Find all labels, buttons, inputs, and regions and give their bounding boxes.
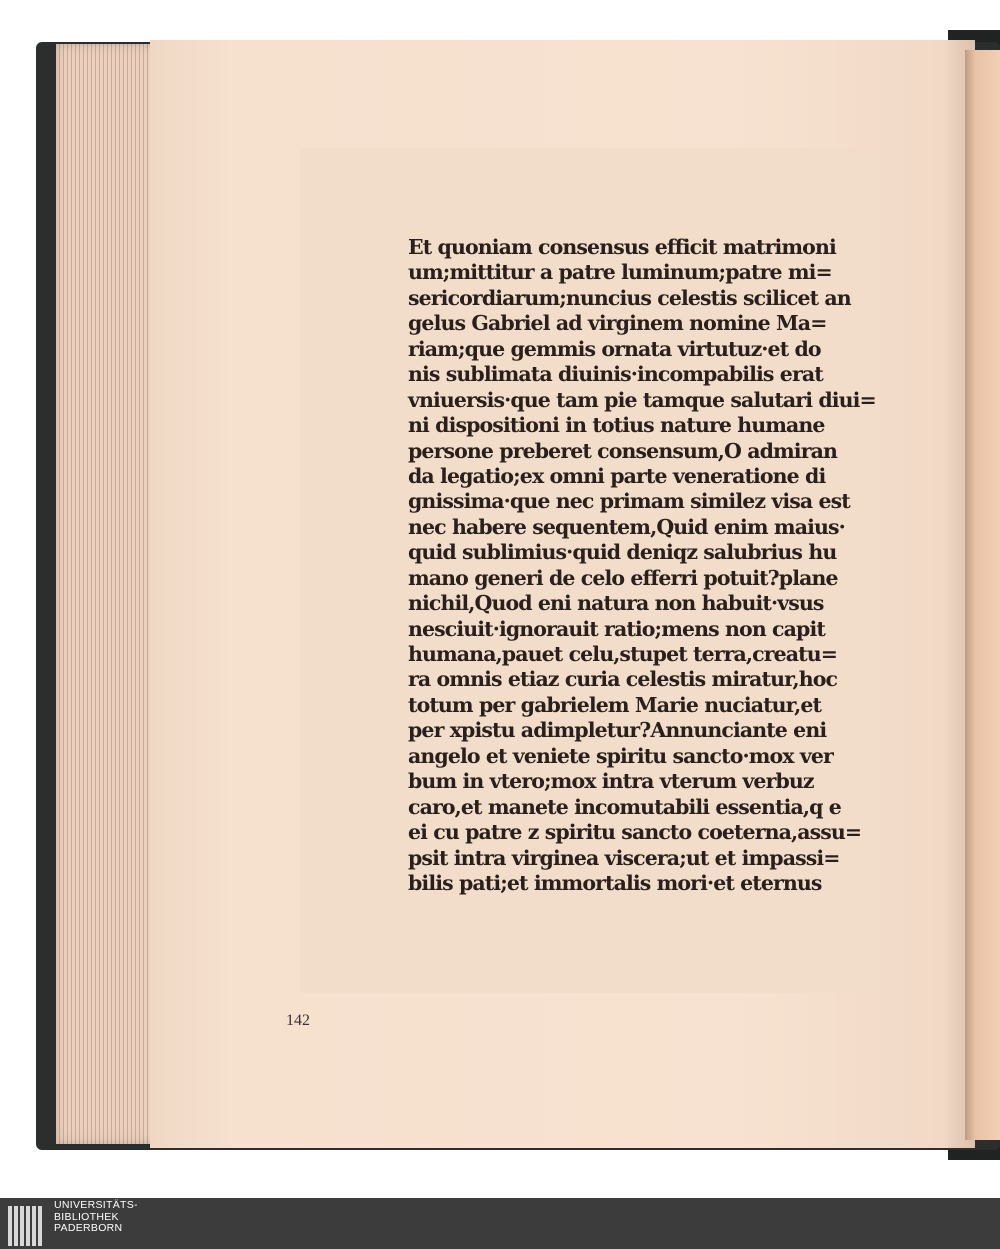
- text-line: Et quoniam consensus efficit matrimoni: [408, 235, 836, 259]
- library-name-line1: UNIVERSITÄTS-: [54, 1199, 138, 1211]
- text-line: da legatio;ex omni parte veneratione di: [408, 463, 826, 488]
- page-number: 142: [286, 1012, 310, 1029]
- text-line: nec habere sequentem,Quid enim maius·: [408, 514, 845, 539]
- blackletter-text-block: [408, 235, 876, 896]
- library-name: [54, 1200, 138, 1235]
- text-line: bum in vtero;mox intra vterum verbuz: [408, 769, 814, 794]
- text-line: psit intra virginea viscera;ut et impassi=: [408, 845, 840, 870]
- text-line: quid sublimius·quid deniqz salubrius hu: [408, 540, 837, 565]
- text-line: ra omnis etiaz curia celestis miratur,hoc: [408, 667, 838, 692]
- text-line: ni dispositioni in totius nature humane: [408, 413, 825, 438]
- text-line: gnissima·que nec primam similez visa est: [408, 489, 850, 514]
- text-line: vniuersis·que tam pie tamque salutari diui=: [408, 387, 876, 412]
- text-line: caro,et manete incomutabili essentia,q e: [408, 794, 841, 819]
- text-line: humana,pauet celu,stupet terra,creatu=: [408, 642, 838, 666]
- text-line: gelus Gabriel ad virginem nomine Ma=: [408, 311, 827, 336]
- text-line: nichil,Quod eni natura non habuit·vsus: [408, 591, 824, 616]
- text-line: totum per gabrielem Marie nuciatur,et: [408, 692, 822, 717]
- library-name-line3: PADERBORN: [54, 1222, 123, 1234]
- text-line: mano generi de celo efferri potuit?plane: [408, 565, 838, 590]
- facing-page-edge: [965, 50, 1000, 1140]
- text-line: persone preberet consensum,O admiran: [408, 438, 837, 463]
- text-line: riam;que gemmis ornata virtutuz·et do: [408, 336, 821, 361]
- text-line: bilis pati;et immortalis mori·et eternus: [408, 870, 822, 895]
- text-line: per xpistu adimpletur?Annunciante eni: [408, 718, 827, 743]
- text-line: um;mittitur a patre luminum;patre mi=: [408, 260, 832, 285]
- text-line: nis sublimata diuinis·incompabilis erat: [408, 362, 823, 387]
- university-library-logo-icon: [8, 1206, 48, 1246]
- text-line: angelo et veniete spiritu sancto·mox ver: [408, 743, 833, 768]
- text-line: nesciuit·ignorauit ratio;mens non capit: [408, 616, 825, 641]
- text-line: sericordiarum;nuncius celestis scilicet an: [408, 285, 851, 310]
- library-footer: [0, 1198, 1000, 1249]
- library-name-line2: BIBLIOTHEK: [54, 1210, 119, 1223]
- text-line: ei cu patre z spiritu sancto coeterna,assu=: [408, 820, 862, 845]
